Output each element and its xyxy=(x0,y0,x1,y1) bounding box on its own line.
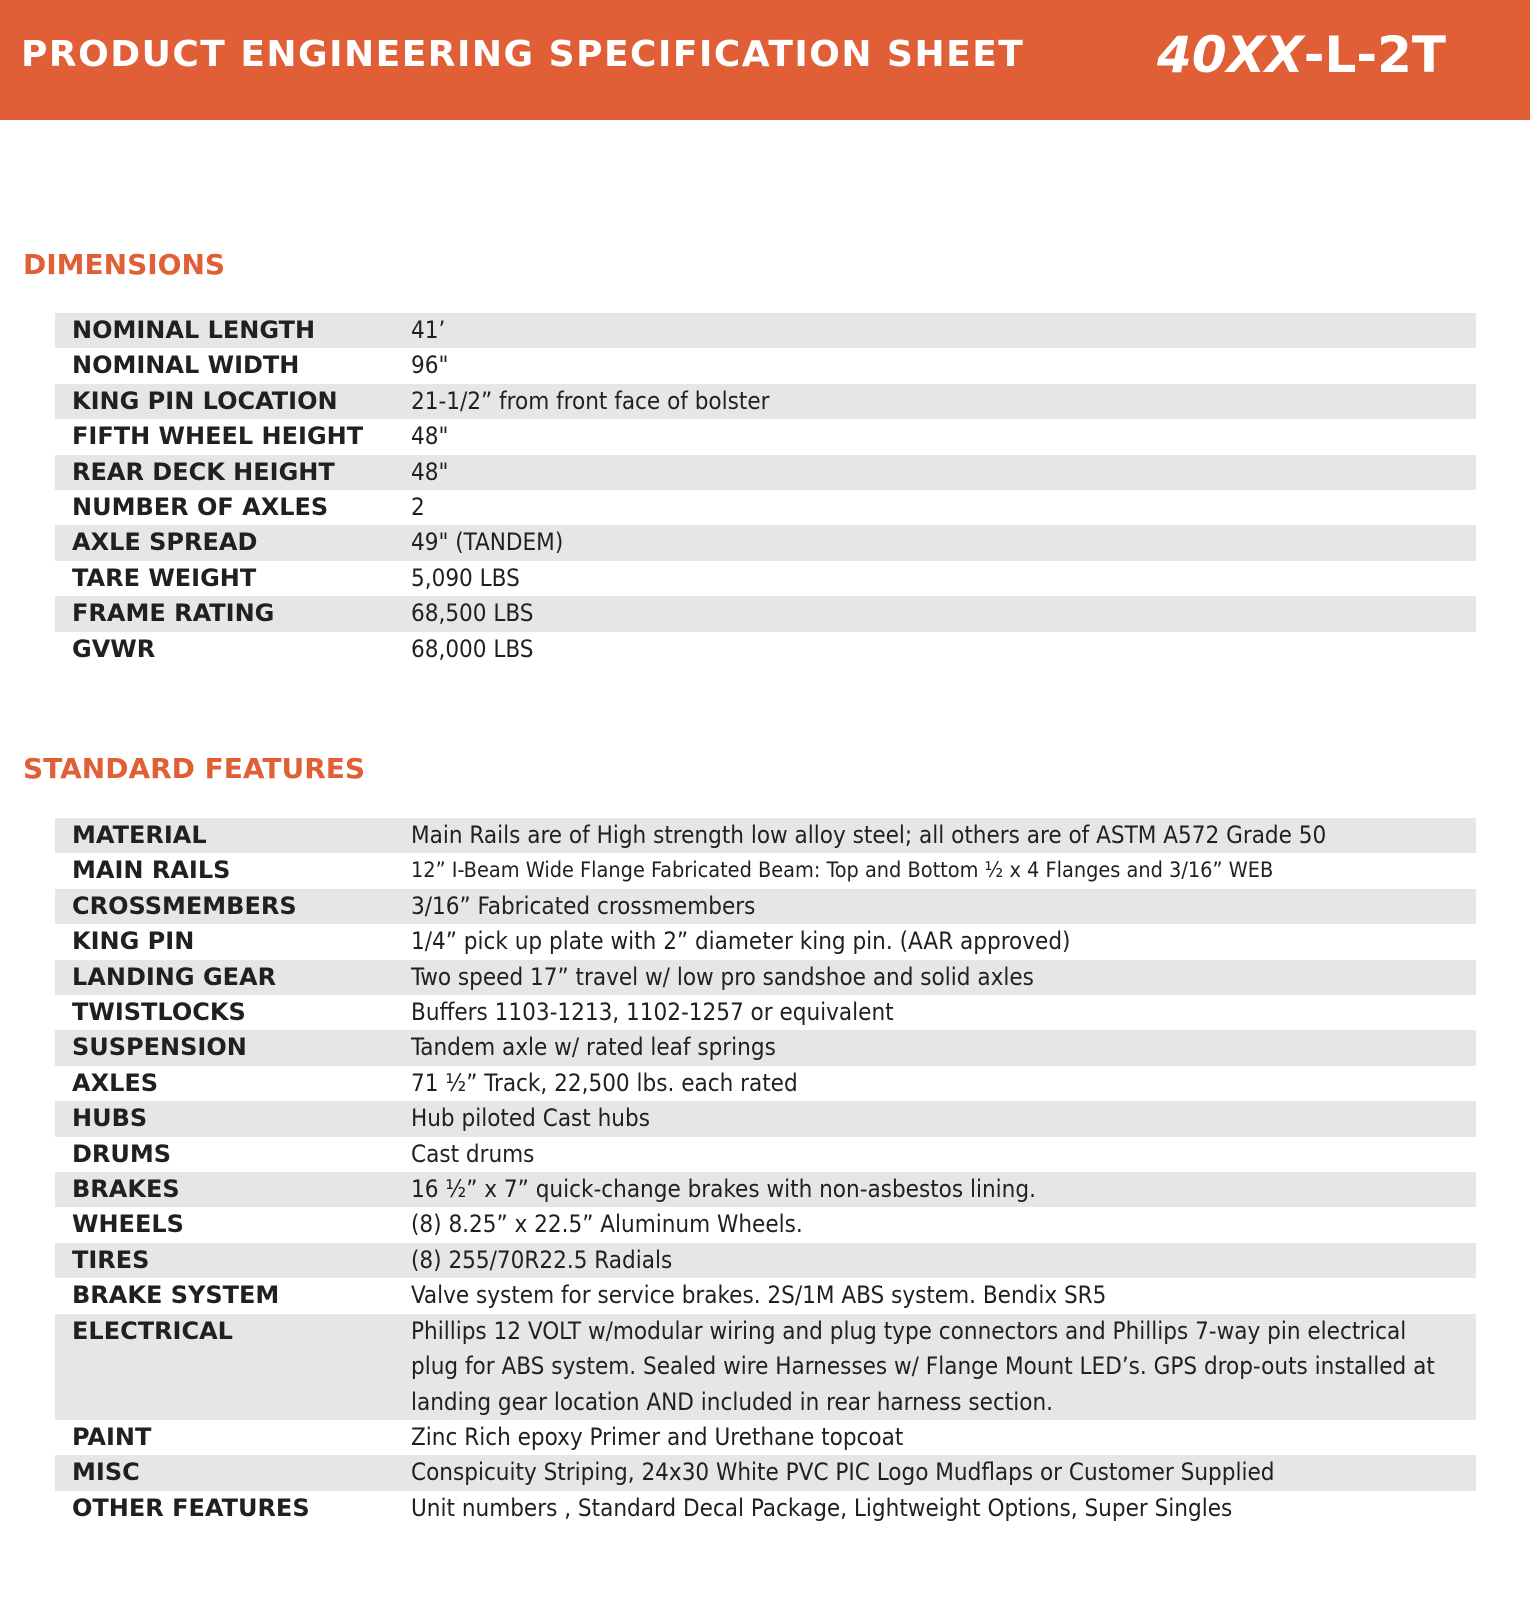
table-row xyxy=(55,1455,1476,1490)
row-label: WHEELS xyxy=(72,1210,184,1239)
row-label: TWISTLOCKS xyxy=(72,998,246,1027)
row-value: Phillips 12 VOLT w/modular wiring and plug type connectors and Phillips 7-way pin electrical plug for ABS system. Sealed wire Harnesses w/ Flange Mount LED’s. GPS drop-outs installed at landing gear location AND included in rear harness section. xyxy=(411,1316,1435,1416)
row-value: 71 ½” Track, 22,500 lbs. each rated xyxy=(411,1068,798,1097)
row-value: 49" (TANDEM) xyxy=(411,528,564,557)
row-label: NOMINAL WIDTH xyxy=(72,351,300,380)
row-label: MATERIAL xyxy=(72,821,207,849)
table-row xyxy=(55,632,1476,667)
table-row xyxy=(55,1278,1476,1313)
row-value: 41’ xyxy=(411,316,446,344)
row-label: TIRES xyxy=(72,1245,150,1274)
table-row xyxy=(55,889,1476,924)
row-label: HUBS xyxy=(72,1104,148,1133)
row-label: MISC xyxy=(72,1458,140,1487)
page-title: PRODUCT ENGINEERING SPECIFICATION SHEET xyxy=(21,34,1025,75)
row-label: ELECTRICAL xyxy=(72,1316,233,1345)
row-value: Tandem axle w/ rated leaf springs xyxy=(411,1033,776,1062)
row-label: SUSPENSION xyxy=(72,1033,247,1062)
table-row xyxy=(55,1420,1476,1455)
table-row xyxy=(55,1030,1476,1065)
row-label: OTHER FEATURES xyxy=(72,1493,310,1522)
row-label: REAR DECK HEIGHT xyxy=(72,457,335,486)
row-value: (8) 8.25” x 22.5” Aluminum Wheels. xyxy=(411,1210,803,1239)
table-row xyxy=(55,960,1476,995)
table-row xyxy=(55,455,1476,490)
table-row xyxy=(55,490,1476,525)
table-row xyxy=(55,1207,1476,1242)
row-value: 3/16” Fabricated crossmembers xyxy=(411,891,756,920)
table-row xyxy=(55,348,1476,383)
row-value: 21-1/2” from front face of bolster xyxy=(411,386,770,415)
table-row xyxy=(55,1314,1476,1420)
row-label: PAINT xyxy=(72,1422,152,1451)
table-row xyxy=(55,1243,1476,1278)
table-row xyxy=(55,853,1476,888)
row-label: FRAME RATING xyxy=(72,599,275,628)
row-value: Conspicuity Striping, 24x30 White PVC PIC Logo Mudflaps or Customer Supplied xyxy=(411,1458,1275,1487)
row-label: AXLE SPREAD xyxy=(72,528,258,557)
row-value: 5,090 LBS xyxy=(411,563,520,592)
row-value: 68,500 LBS xyxy=(411,599,534,628)
table-row xyxy=(55,818,1476,853)
table-row xyxy=(55,525,1476,560)
row-label: KING PIN LOCATION xyxy=(72,386,338,415)
row-label: FIFTH WHEEL HEIGHT xyxy=(72,422,364,451)
row-label: DRUMS xyxy=(72,1139,172,1168)
row-value: 16 ½” x 7” quick-change brakes with non-asbestos lining. xyxy=(411,1175,1036,1204)
table-row xyxy=(55,1066,1476,1101)
table-row xyxy=(55,1491,1476,1526)
table-row xyxy=(55,924,1476,959)
standard-features-heading: STANDARD FEATURES xyxy=(23,752,366,785)
row-value: Buffers 1103-1213, 1102-1257 or equivalent xyxy=(411,998,894,1027)
table-row xyxy=(55,313,1476,348)
header-banner xyxy=(0,0,1530,120)
table-row xyxy=(55,1172,1476,1207)
row-label: NUMBER OF AXLES xyxy=(72,493,329,522)
row-value: (8) 255/70R22.5 Radials xyxy=(411,1245,673,1274)
table-row xyxy=(55,1101,1476,1136)
row-value: Cast drums xyxy=(411,1139,535,1168)
row-value: 68,000 LBS xyxy=(411,634,534,663)
row-label: MAIN RAILS xyxy=(72,856,231,885)
row-label: BRAKES xyxy=(72,1175,180,1204)
row-label: BRAKE SYSTEM xyxy=(72,1281,280,1310)
row-label: CROSSMEMBERS xyxy=(72,891,297,920)
row-value: Unit numbers , Standard Decal Package, Lightweight Options, Super Singles xyxy=(411,1493,1233,1522)
table-row xyxy=(55,596,1476,631)
row-label: KING PIN xyxy=(72,927,195,956)
table-row xyxy=(55,1137,1476,1172)
row-value: Hub piloted Cast hubs xyxy=(411,1104,650,1133)
row-value: 96" xyxy=(411,351,449,380)
row-label: LANDING GEAR xyxy=(72,962,277,991)
row-value: Two speed 17” travel w/ low pro sandshoe and solid axles xyxy=(411,962,1034,991)
row-label: AXLES xyxy=(72,1068,159,1097)
table-row xyxy=(55,384,1476,419)
row-value: 1/4” pick up plate with 2” diameter king pin. (AAR approved) xyxy=(411,927,1071,956)
model-series: 40XX xyxy=(1157,26,1304,84)
row-value: 48" xyxy=(411,457,449,486)
dimensions-table xyxy=(55,313,1476,667)
standard-features-table xyxy=(55,818,1476,1526)
table-row xyxy=(55,561,1476,596)
dimensions-heading: DIMENSIONS xyxy=(23,248,226,281)
table-row xyxy=(55,995,1476,1030)
model-number xyxy=(1157,26,1446,84)
row-value: 2 xyxy=(411,493,425,522)
model-suffix: -L-2T xyxy=(1303,26,1446,84)
row-value: 48" xyxy=(411,422,449,451)
table-row xyxy=(55,419,1476,454)
row-label: GVWR xyxy=(72,634,156,663)
row-value: Zinc Rich epoxy Primer and Urethane topcoat xyxy=(411,1422,904,1451)
row-label: TARE WEIGHT xyxy=(72,563,257,592)
row-value: Main Rails are of High strength low alloy steel; all others are of ASTM A572 Grade 50 xyxy=(411,821,1327,849)
row-label: NOMINAL LENGTH xyxy=(72,316,316,344)
row-value: Valve system for service brakes. 2S/1M ABS system. Bendix SR5 xyxy=(411,1281,1107,1310)
row-value: 12” I-Beam Wide Flange Fabricated Beam: Top and Bottom ½ x 4 Flanges and 3/16” WEB xyxy=(411,858,1274,884)
